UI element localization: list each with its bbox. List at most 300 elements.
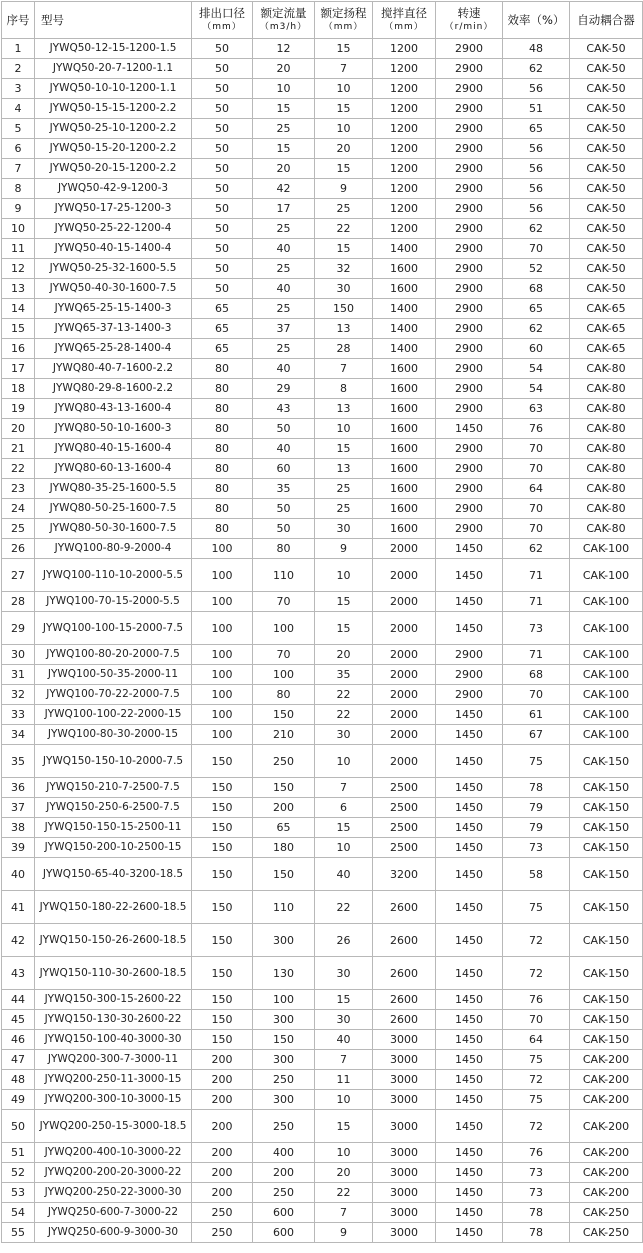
cell-head: 40 [315,1030,373,1050]
cell-speed: 1450 [436,539,503,559]
cell-no: 12 [2,259,35,279]
cell-coupler: CAK-100 [570,592,643,612]
cell-no: 17 [2,359,35,379]
cell-diameter: 2000 [373,705,436,725]
cell-efficiency: 70 [503,439,570,459]
cell-flow: 10 [253,79,315,99]
cell-outlet: 65 [192,339,253,359]
cell-head: 22 [315,685,373,705]
cell-coupler: CAK-200 [570,1050,643,1070]
cell-diameter: 2000 [373,665,436,685]
table-row [2,199,643,219]
table-row [2,439,643,459]
cell-model: JYWQ100-70-15-2000-5.5 [35,592,192,612]
cell-diameter: 1200 [373,59,436,79]
cell-model: JYWQ50-17-25-1200-3 [35,199,192,219]
pump-spec-table [1,1,643,1243]
table-row [2,219,643,239]
cell-efficiency: 76 [503,1143,570,1163]
cell-diameter: 1200 [373,79,436,99]
cell-efficiency: 54 [503,379,570,399]
cell-no: 15 [2,319,35,339]
cell-outlet: 50 [192,259,253,279]
cell-no: 16 [2,339,35,359]
cell-speed: 2900 [436,259,503,279]
table-row [2,319,643,339]
cell-no: 48 [2,1070,35,1090]
header-speed: 转速 （r/min） [436,2,503,39]
cell-efficiency: 72 [503,1070,570,1090]
cell-diameter: 2000 [373,725,436,745]
cell-diameter: 1600 [373,439,436,459]
cell-efficiency: 70 [503,239,570,259]
cell-head: 22 [315,705,373,725]
cell-model: JYWQ65-37-13-1400-3 [35,319,192,339]
cell-outlet: 150 [192,745,253,778]
cell-speed: 1450 [436,725,503,745]
table-row [2,239,643,259]
cell-head: 25 [315,499,373,519]
cell-coupler: CAK-50 [570,279,643,299]
table-row [2,79,643,99]
cell-head: 30 [315,519,373,539]
cell-outlet: 50 [192,159,253,179]
cell-no: 9 [2,199,35,219]
cell-model: JYWQ80-35-25-1600-5.5 [35,479,192,499]
cell-no: 26 [2,539,35,559]
cell-model: JYWQ200-250-11-3000-15 [35,1070,192,1090]
cell-diameter: 2600 [373,891,436,924]
cell-diameter: 2500 [373,838,436,858]
cell-no: 45 [2,1010,35,1030]
cell-diameter: 3000 [373,1110,436,1143]
cell-speed: 2900 [436,119,503,139]
cell-flow: 42 [253,179,315,199]
cell-speed: 2900 [436,379,503,399]
cell-no: 51 [2,1143,35,1163]
cell-flow: 70 [253,645,315,665]
cell-coupler: CAK-100 [570,539,643,559]
cell-diameter: 1600 [373,259,436,279]
cell-head: 13 [315,319,373,339]
table-row [2,1050,643,1070]
cell-head: 6 [315,798,373,818]
cell-no: 53 [2,1183,35,1203]
cell-model: JYWQ150-150-26-2600-18.5 [35,924,192,957]
table-row [2,645,643,665]
cell-efficiency: 76 [503,419,570,439]
cell-flow: 600 [253,1203,315,1223]
cell-diameter: 1400 [373,299,436,319]
cell-head: 15 [315,592,373,612]
cell-head: 15 [315,39,373,59]
cell-speed: 1450 [436,1203,503,1223]
header-diameter: 搅拌直径 （mm） [373,2,436,39]
cell-outlet: 80 [192,499,253,519]
cell-head: 35 [315,665,373,685]
table-row [2,1203,643,1223]
cell-no: 25 [2,519,35,539]
cell-diameter: 2600 [373,957,436,990]
cell-model: JYWQ80-50-25-1600-7.5 [35,499,192,519]
cell-flow: 130 [253,957,315,990]
cell-speed: 1450 [436,705,503,725]
cell-head: 22 [315,891,373,924]
cell-coupler: CAK-100 [570,645,643,665]
cell-head: 10 [315,838,373,858]
cell-head: 13 [315,459,373,479]
cell-head: 9 [315,539,373,559]
cell-coupler: CAK-150 [570,990,643,1010]
header-outlet-unit: （mm） [202,22,242,32]
table-row [2,59,643,79]
cell-efficiency: 70 [503,499,570,519]
cell-coupler: CAK-50 [570,59,643,79]
cell-head: 15 [315,1110,373,1143]
cell-outlet: 100 [192,592,253,612]
cell-coupler: CAK-80 [570,499,643,519]
table-row [2,119,643,139]
cell-outlet: 150 [192,924,253,957]
cell-head: 15 [315,99,373,119]
cell-efficiency: 71 [503,592,570,612]
cell-flow: 15 [253,99,315,119]
cell-model: JYWQ50-20-7-1200-1.1 [35,59,192,79]
cell-diameter: 2000 [373,592,436,612]
cell-model: JYWQ100-110-10-2000-5.5 [35,559,192,592]
cell-diameter: 1600 [373,399,436,419]
cell-outlet: 150 [192,1010,253,1030]
cell-efficiency: 75 [503,891,570,924]
cell-model: JYWQ200-400-10-3000-22 [35,1143,192,1163]
cell-outlet: 250 [192,1223,253,1243]
cell-speed: 2900 [436,99,503,119]
cell-model: JYWQ80-60-13-1600-4 [35,459,192,479]
cell-efficiency: 75 [503,1050,570,1070]
cell-model: JYWQ80-50-10-1600-3 [35,419,192,439]
cell-model: JYWQ100-70-22-2000-7.5 [35,685,192,705]
cell-speed: 2900 [436,665,503,685]
cell-model: JYWQ150-65-40-3200-18.5 [35,858,192,891]
cell-flow: 35 [253,479,315,499]
cell-outlet: 100 [192,685,253,705]
cell-efficiency: 62 [503,539,570,559]
cell-no: 8 [2,179,35,199]
cell-coupler: CAK-200 [570,1163,643,1183]
cell-speed: 1450 [436,1163,503,1183]
cell-efficiency: 78 [503,1223,570,1243]
cell-outlet: 100 [192,725,253,745]
header-no: 序号 [2,2,35,39]
cell-efficiency: 62 [503,319,570,339]
cell-efficiency: 79 [503,818,570,838]
cell-diameter: 2000 [373,539,436,559]
cell-speed: 1450 [436,745,503,778]
cell-speed: 1450 [436,612,503,645]
cell-no: 40 [2,858,35,891]
cell-flow: 29 [253,379,315,399]
cell-no: 13 [2,279,35,299]
header-speed-unit: （r/min） [444,22,494,32]
cell-no: 27 [2,559,35,592]
cell-no: 22 [2,459,35,479]
cell-speed: 2900 [436,299,503,319]
cell-head: 15 [315,990,373,1010]
cell-head: 11 [315,1070,373,1090]
cell-coupler: CAK-50 [570,159,643,179]
cell-model: JYWQ200-250-22-3000-30 [35,1183,192,1203]
table-row [2,665,643,685]
cell-diameter: 3000 [373,1070,436,1090]
cell-outlet: 200 [192,1090,253,1110]
cell-diameter: 3000 [373,1183,436,1203]
cell-diameter: 2500 [373,818,436,838]
cell-outlet: 100 [192,559,253,592]
cell-no: 32 [2,685,35,705]
cell-outlet: 50 [192,279,253,299]
cell-head: 10 [315,1143,373,1163]
cell-no: 11 [2,239,35,259]
header-row [2,2,643,39]
cell-coupler: CAK-50 [570,119,643,139]
cell-flow: 100 [253,990,315,1010]
cell-flow: 40 [253,279,315,299]
cell-speed: 2900 [436,685,503,705]
cell-coupler: CAK-150 [570,745,643,778]
cell-no: 49 [2,1090,35,1110]
cell-model: JYWQ50-10-10-1200-1.1 [35,79,192,99]
cell-no: 4 [2,99,35,119]
cell-efficiency: 56 [503,139,570,159]
cell-no: 10 [2,219,35,239]
cell-head: 7 [315,359,373,379]
table-row [2,499,643,519]
cell-coupler: CAK-150 [570,891,643,924]
table-row [2,1070,643,1090]
table-row [2,359,643,379]
table-row [2,1010,643,1030]
cell-flow: 600 [253,1223,315,1243]
cell-flow: 150 [253,1030,315,1050]
cell-coupler: CAK-50 [570,79,643,99]
cell-speed: 1450 [436,778,503,798]
cell-model: JYWQ80-43-13-1600-4 [35,399,192,419]
cell-model: JYWQ100-50-35-2000-11 [35,665,192,685]
cell-efficiency: 58 [503,858,570,891]
cell-head: 30 [315,279,373,299]
cell-diameter: 2000 [373,645,436,665]
cell-no: 38 [2,818,35,838]
cell-speed: 1450 [436,1183,503,1203]
cell-diameter: 1400 [373,239,436,259]
cell-diameter: 1400 [373,319,436,339]
cell-diameter: 1600 [373,499,436,519]
cell-diameter: 2600 [373,1010,436,1030]
cell-speed: 1450 [436,858,503,891]
cell-model: JYWQ65-25-15-1400-3 [35,299,192,319]
cell-head: 15 [315,439,373,459]
cell-speed: 1450 [436,818,503,838]
cell-coupler: CAK-80 [570,519,643,539]
cell-flow: 12 [253,39,315,59]
cell-outlet: 150 [192,990,253,1010]
table-row [2,745,643,778]
cell-coupler: CAK-150 [570,818,643,838]
cell-flow: 300 [253,1010,315,1030]
cell-model: JYWQ100-80-30-2000-15 [35,725,192,745]
cell-diameter: 1400 [373,339,436,359]
cell-diameter: 1600 [373,479,436,499]
cell-no: 20 [2,419,35,439]
cell-outlet: 200 [192,1050,253,1070]
cell-head: 25 [315,199,373,219]
header-flow: 额定流量 （m3/h） [253,2,315,39]
cell-coupler: CAK-150 [570,798,643,818]
cell-diameter: 2500 [373,798,436,818]
cell-head: 15 [315,612,373,645]
cell-efficiency: 54 [503,359,570,379]
cell-efficiency: 78 [503,1203,570,1223]
cell-coupler: CAK-80 [570,419,643,439]
cell-model: JYWQ200-250-15-3000-18.5 [35,1110,192,1143]
cell-model: JYWQ150-110-30-2600-18.5 [35,957,192,990]
cell-coupler: CAK-150 [570,957,643,990]
cell-model: JYWQ80-40-15-1600-4 [35,439,192,459]
cell-efficiency: 75 [503,1090,570,1110]
cell-head: 30 [315,957,373,990]
cell-flow: 300 [253,924,315,957]
cell-no: 43 [2,957,35,990]
table-row [2,1090,643,1110]
cell-diameter: 1200 [373,219,436,239]
table-row [2,1163,643,1183]
cell-efficiency: 79 [503,798,570,818]
cell-efficiency: 61 [503,705,570,725]
cell-efficiency: 75 [503,745,570,778]
header-flow-unit: （m3/h） [259,22,308,32]
table-row [2,798,643,818]
cell-efficiency: 73 [503,838,570,858]
cell-no: 37 [2,798,35,818]
cell-outlet: 50 [192,179,253,199]
cell-coupler: CAK-65 [570,319,643,339]
cell-outlet: 100 [192,645,253,665]
cell-head: 30 [315,725,373,745]
cell-speed: 2900 [436,219,503,239]
cell-coupler: CAK-100 [570,665,643,685]
cell-efficiency: 64 [503,1030,570,1050]
cell-head: 28 [315,339,373,359]
cell-head: 10 [315,559,373,592]
cell-no: 3 [2,79,35,99]
cell-speed: 1450 [436,1143,503,1163]
cell-speed: 1450 [436,1090,503,1110]
cell-efficiency: 48 [503,39,570,59]
cell-head: 7 [315,778,373,798]
cell-speed: 1450 [436,838,503,858]
cell-efficiency: 70 [503,685,570,705]
cell-diameter: 2600 [373,990,436,1010]
cell-speed: 2900 [436,339,503,359]
cell-speed: 2900 [436,239,503,259]
cell-outlet: 50 [192,139,253,159]
cell-efficiency: 60 [503,339,570,359]
cell-speed: 1450 [436,1223,503,1243]
cell-efficiency: 71 [503,645,570,665]
cell-flow: 100 [253,665,315,685]
cell-efficiency: 71 [503,559,570,592]
table-row [2,858,643,891]
cell-no: 35 [2,745,35,778]
cell-diameter: 1200 [373,199,436,219]
cell-diameter: 1200 [373,39,436,59]
cell-flow: 65 [253,818,315,838]
header-efficiency: 效率（%） [503,2,570,39]
table-header [2,2,643,39]
cell-flow: 400 [253,1143,315,1163]
cell-flow: 17 [253,199,315,219]
cell-coupler: CAK-200 [570,1143,643,1163]
cell-flow: 110 [253,559,315,592]
cell-diameter: 1200 [373,139,436,159]
cell-flow: 200 [253,1163,315,1183]
cell-flow: 37 [253,319,315,339]
cell-efficiency: 56 [503,79,570,99]
cell-flow: 25 [253,259,315,279]
cell-diameter: 2000 [373,745,436,778]
cell-outlet: 200 [192,1143,253,1163]
cell-diameter: 3000 [373,1090,436,1110]
cell-head: 10 [315,79,373,99]
cell-outlet: 80 [192,359,253,379]
cell-coupler: CAK-150 [570,924,643,957]
cell-flow: 50 [253,499,315,519]
cell-efficiency: 68 [503,279,570,299]
cell-diameter: 1200 [373,99,436,119]
table-row [2,279,643,299]
cell-model: JYWQ50-15-15-1200-2.2 [35,99,192,119]
cell-speed: 2900 [436,319,503,339]
cell-no: 5 [2,119,35,139]
table-row [2,519,643,539]
cell-speed: 2900 [436,459,503,479]
table-row [2,957,643,990]
cell-coupler: CAK-150 [570,1010,643,1030]
cell-no: 1 [2,39,35,59]
cell-model: JYWQ150-130-30-2600-22 [35,1010,192,1030]
cell-efficiency: 72 [503,924,570,957]
cell-flow: 150 [253,705,315,725]
cell-outlet: 150 [192,838,253,858]
cell-outlet: 80 [192,479,253,499]
cell-efficiency: 64 [503,479,570,499]
table-row [2,419,643,439]
cell-coupler: CAK-200 [570,1183,643,1203]
cell-efficiency: 73 [503,1163,570,1183]
cell-no: 23 [2,479,35,499]
cell-speed: 1450 [436,1030,503,1050]
cell-no: 7 [2,159,35,179]
cell-flow: 50 [253,519,315,539]
cell-speed: 2900 [436,479,503,499]
cell-head: 20 [315,645,373,665]
table-row [2,592,643,612]
table-row [2,379,643,399]
cell-speed: 1450 [436,990,503,1010]
cell-diameter: 3000 [373,1050,436,1070]
cell-diameter: 1600 [373,519,436,539]
table-row [2,39,643,59]
